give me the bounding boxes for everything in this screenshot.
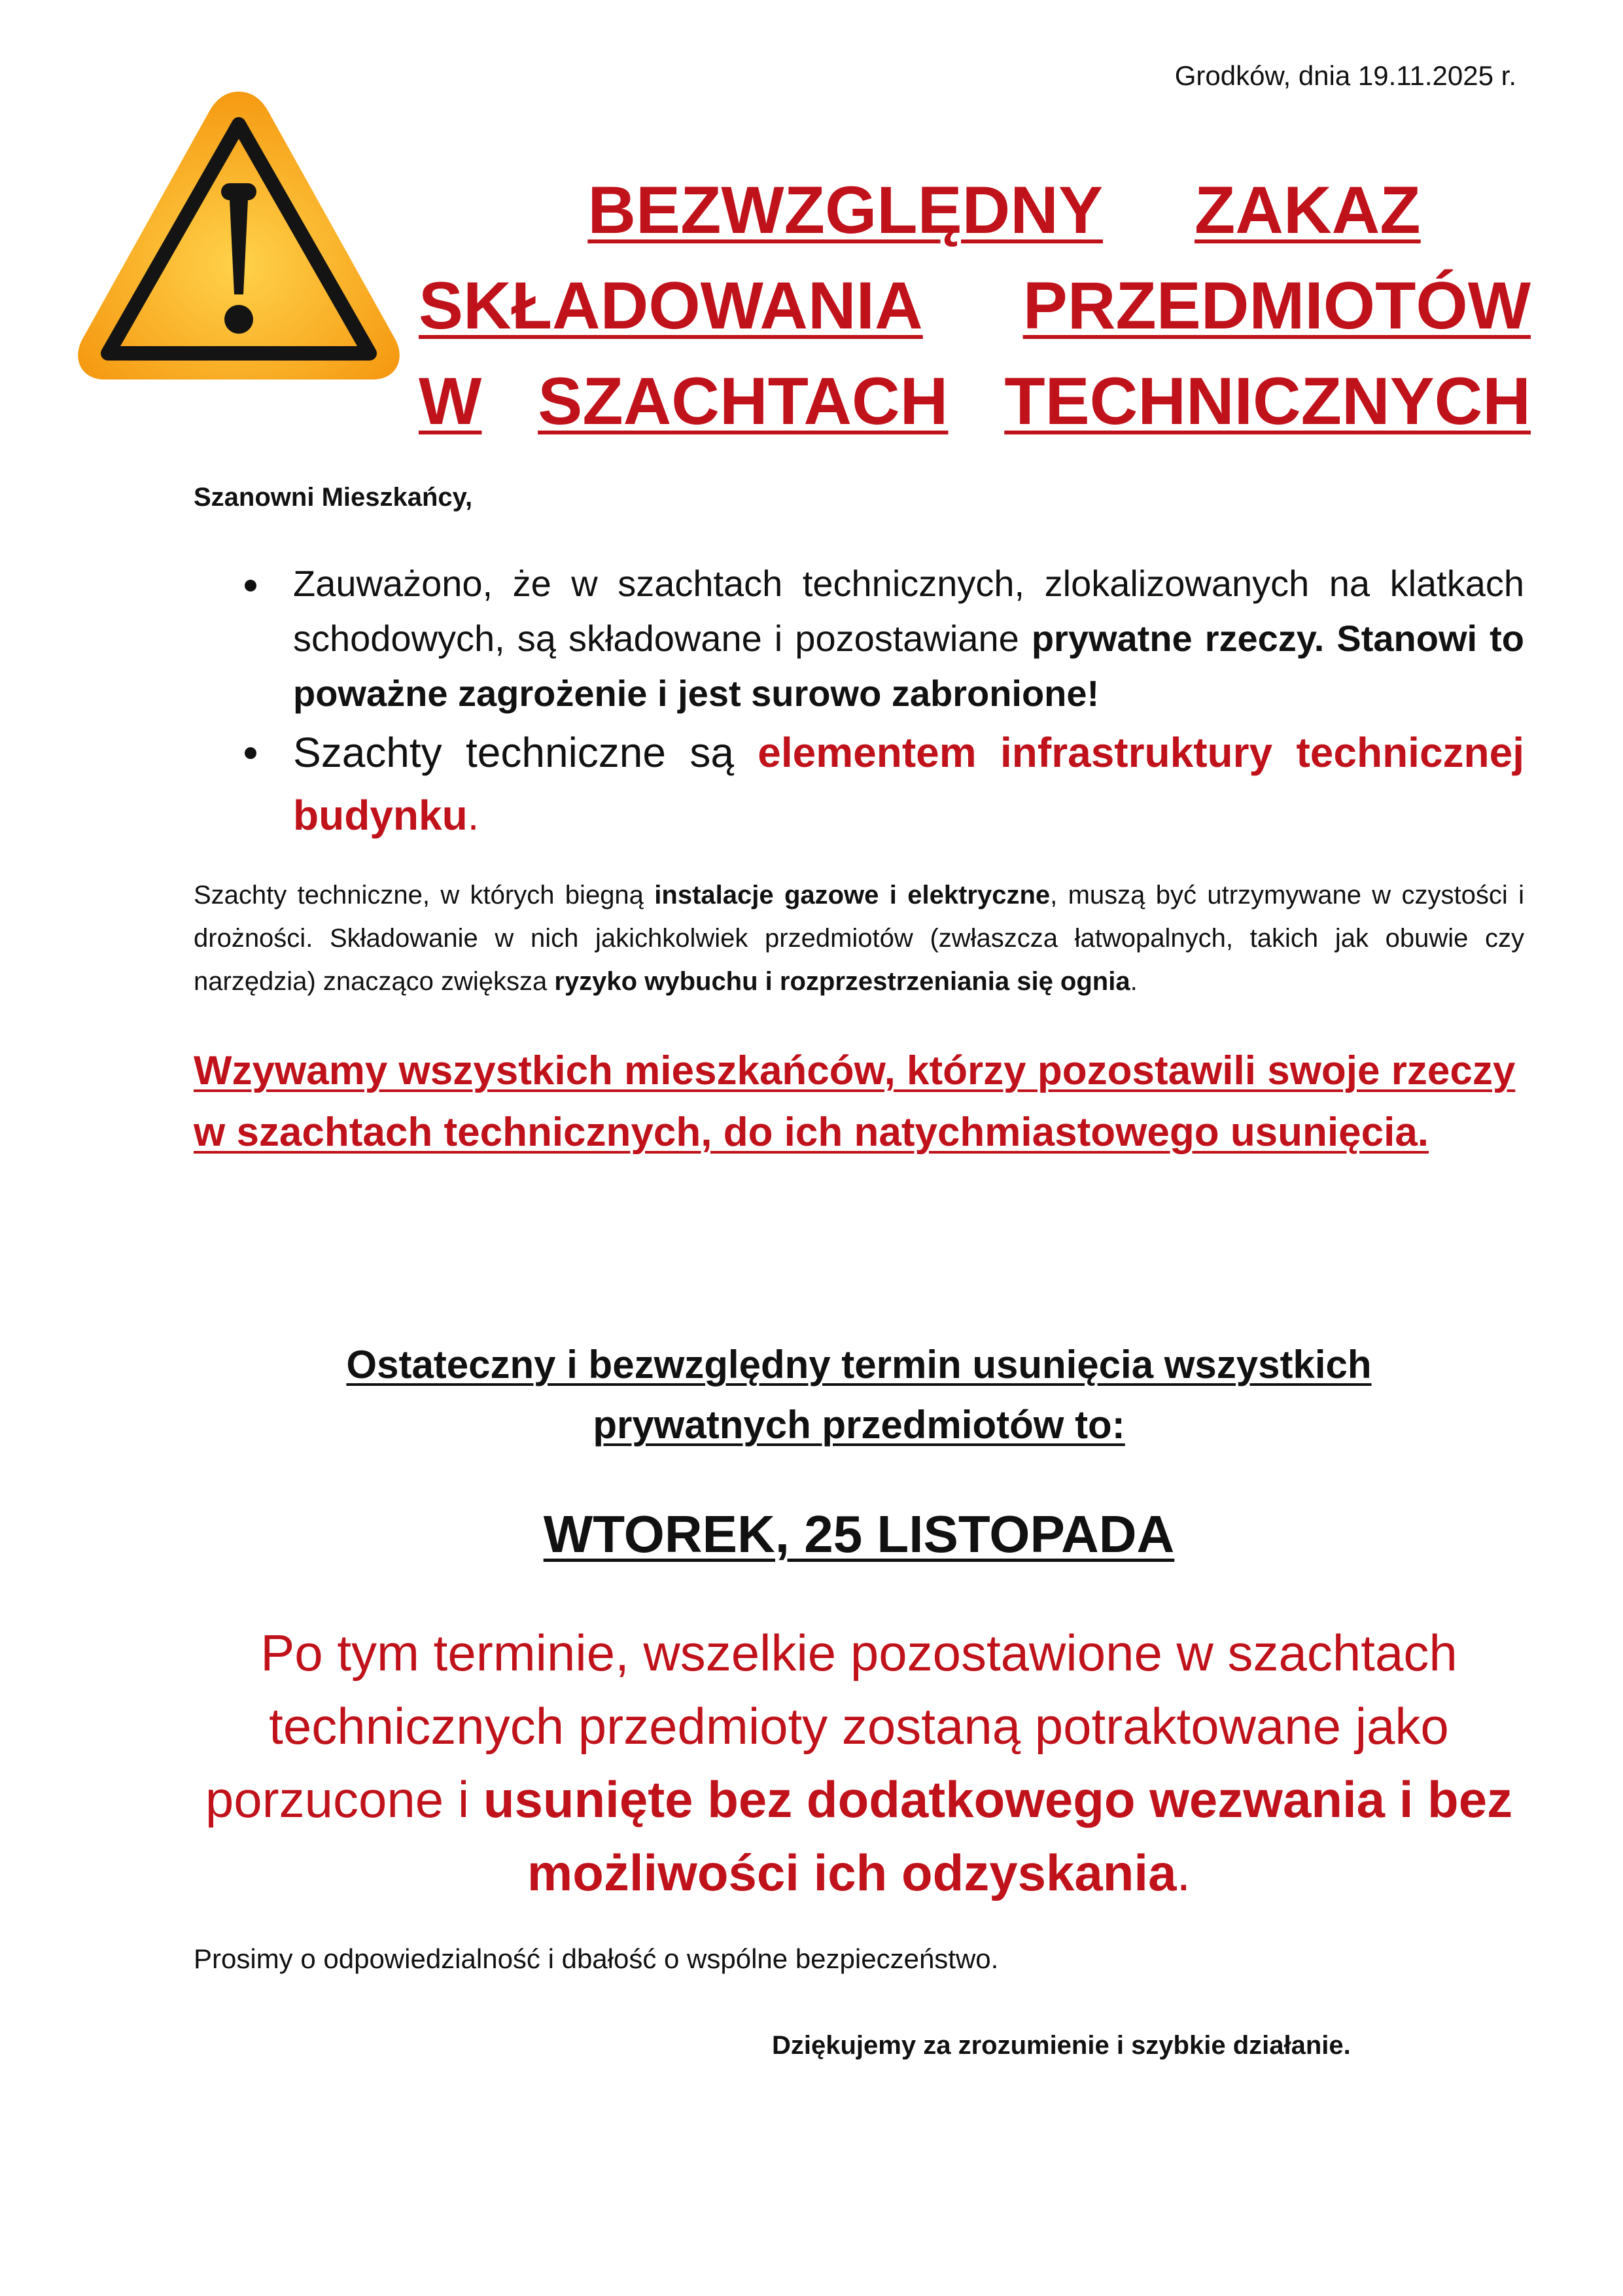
title-word: SKŁADOWANIA — [419, 268, 923, 343]
bullet-dot-icon — [245, 580, 256, 592]
bullet-dot-icon — [245, 747, 256, 759]
paragraph-text: Szachty techniczne, w których biegną — [194, 881, 655, 910]
title-word: BEZWZGLĘDNY — [587, 173, 1103, 247]
list-item — [194, 721, 1524, 847]
paragraph-text: , muszą być utrzymywane w czystości i drożności. Składowanie w nich jakichkolwiek przedmiotów (zwłaszcza łatwopalnych, takich jak obuwie czy narzędzia) znacząco zwiększa — [194, 881, 1525, 996]
list-item — [194, 556, 1524, 721]
bullet-list — [194, 556, 1524, 847]
consequence-emphasis: usunięte bez dodatkowego wezwania i bez możliwości ich odzyskania — [483, 1771, 1513, 1901]
consequence-text — [194, 1616, 1524, 1909]
paragraph-text: . — [1130, 967, 1138, 996]
call-to-action: Wzywamy wszystkich mieszkańców, którzy pozostawili swoje rzeczy w szachtach technicznych, do ich natychmiastowego usunięcia. — [194, 1048, 1516, 1155]
bullet-emphasis: prywatne rzeczy. Stanowi to poważne zagrożenie i jest surowo zabronione! — [293, 618, 1524, 714]
notice-title — [419, 162, 1531, 449]
consequence-body: Po tym terminie, wszelkie pozostawione w szachtach technicznych przedmioty zostaną potraktowane jako porzucone i — [205, 1624, 1457, 1828]
title-word: TECHNICZNYCH — [1004, 364, 1531, 438]
warning-triangle-icon — [72, 85, 406, 386]
deadline-date: WTOREK, 25 LISTOPADA — [543, 1505, 1175, 1563]
title-word: PRZEDMIOTÓW — [1022, 268, 1531, 343]
title-word: SZACHTACH — [538, 364, 949, 438]
bullet-end: . — [467, 792, 480, 839]
deadline-intro-line: Ostateczny i bezwzględny termin usunięcia wszystkich — [346, 1343, 1372, 1386]
thanks-line: Dziękujemy za zrozumienie i szybkie działanie. — [772, 2031, 1351, 2060]
greeting: Szanowni Mieszkańcy, — [194, 483, 473, 512]
bullet-emphasis: elementem infrastruktury technicznej budynku — [293, 729, 1525, 839]
deadline-intro — [194, 1335, 1524, 1455]
paragraph-emphasis: instalacje gazowe i elektryczne — [654, 881, 1051, 910]
title-word: W — [419, 364, 482, 438]
title-word: ZAKAZ — [1195, 173, 1421, 247]
consequence-end: . — [1176, 1844, 1191, 1901]
paragraph-emphasis: ryzyko wybuchu i rozprzestrzeniania się ognia — [554, 967, 1130, 996]
info-paragraph — [194, 874, 1524, 1003]
bullet-text: Zauważono, że w szachtach technicznych, zlokalizowanych na klatkach schodowych, są składowane i pozostawiane — [293, 563, 1524, 659]
deadline-intro-line: prywatnych przedmiotów to: — [593, 1403, 1125, 1447]
bullet-text: Szachty techniczne są — [293, 729, 758, 776]
date-line: Grodków, dnia 19.11.2025 r. — [1174, 60, 1516, 91]
closing-line: Prosimy o odpowiedzialność i dbałość o wspólne bezpieczeństwo. — [194, 1943, 999, 1974]
